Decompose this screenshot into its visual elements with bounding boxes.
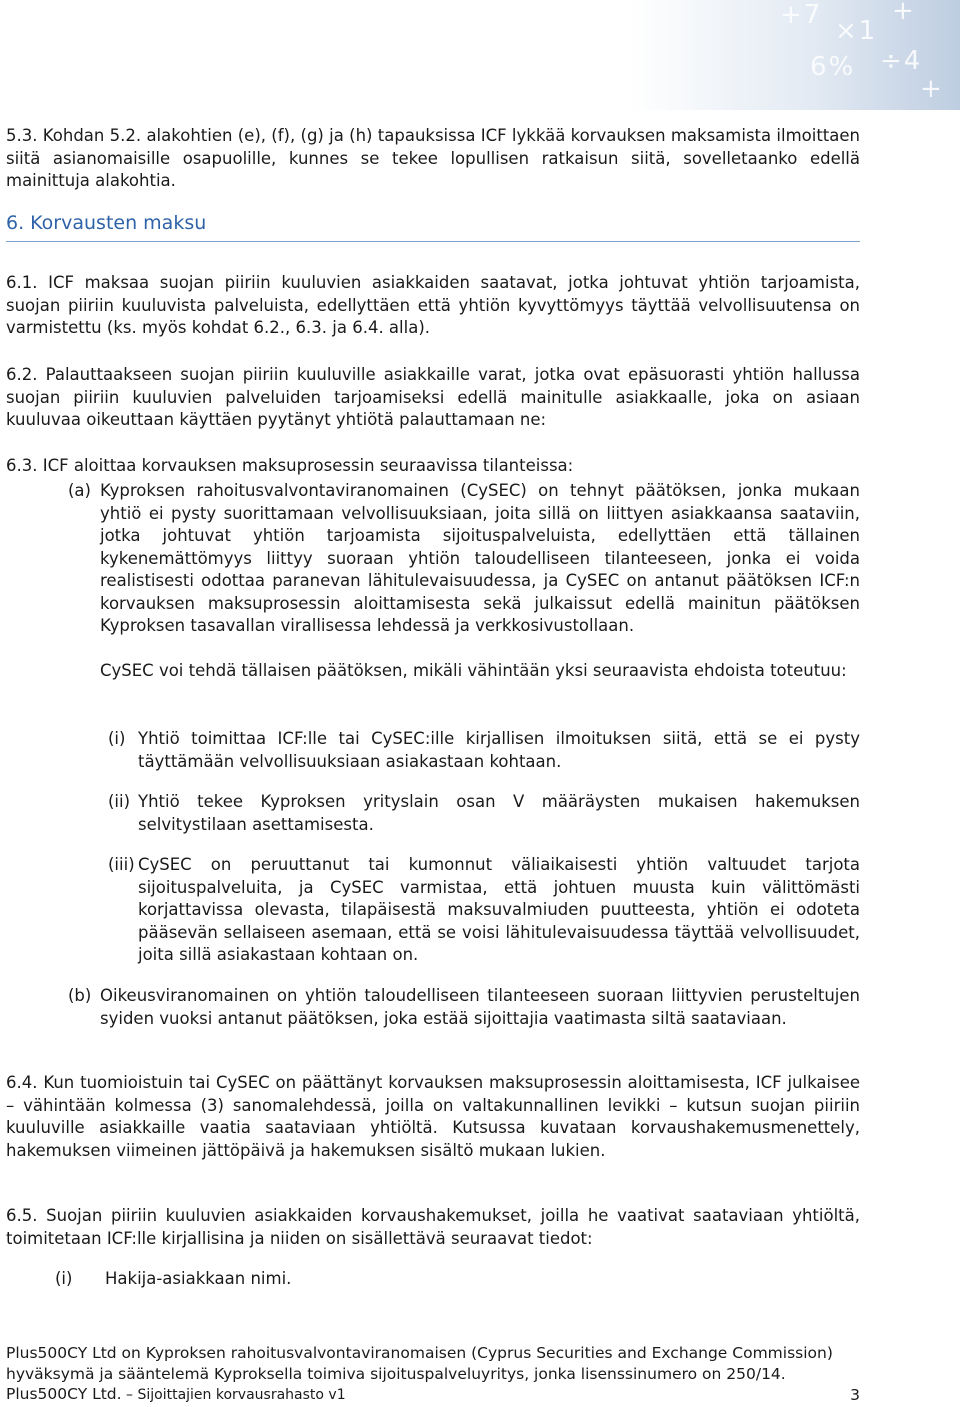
section-6-3: 6.3. ICF aloittaa korvauksen maksuprosessin seuraavissa tilanteissa: <box>6 456 574 475</box>
footer-line-2: hyväksymä ja sääntelemä Kyproksella toimiva sijoituspalveluyritys, jonka lisenssinumero on 250/14. <box>6 1365 786 1383</box>
item-65-i-text: Hakija-asiakkaan nimi. <box>105 1269 292 1288</box>
item-ii-text: Yhtiö tekee Kyproksen yrityslain osan V määräysten mukaisen hakemuksen selvitystilaan asettamisesta. <box>138 792 860 834</box>
item-iii-label: (iii) <box>108 855 135 874</box>
header-decoration: +7 ×1 + 6% ÷4 + <box>630 0 960 110</box>
footer-line-1: Plus500CY Ltd on Kyproksen rahoitusvalvontaviranomaisen (Cyprus Securities and Exchange Commission) <box>6 1344 833 1362</box>
item-i-label: (i) <box>108 729 126 748</box>
item-b-label: (b) <box>68 986 92 1005</box>
item-a-label: (a) <box>68 481 91 500</box>
footer-company: Plus500CY Ltd. <box>6 1385 122 1403</box>
section-6-5: 6.5. Suojan piiriin kuuluvien asiakkaiden korvaushakemukset, joilla he vaativat saataviaan yhtiöltä, toimitetaan ICF:lle kirjallisina ja niiden on sisällettävä seuraavat tiedot: <box>6 1206 860 1248</box>
section-6-1: 6.1. ICF maksaa suojan piiriin kuuluvien asiakkaiden saatavat, jotka johtuvat yhtiön tarjoamista, suojan piiriin kuuluvista palveluista, edellyttäen että yhtiön kyvyttömyys täyttää velvollisuutensa on varmistettu (ks. myös kohdat 6.2., 6.3. ja 6.4. alla). <box>6 273 860 337</box>
section-6-heading: 6. Korvausten maksu <box>6 212 860 242</box>
item-i-text: Yhtiö toimittaa ICF:lle tai CySEC:ille kirjallisen ilmoituksen siitä, että se ei pysty täyttämään velvollisuuksiaan asiakastaan kohtaan. <box>138 729 860 771</box>
section-6-4: 6.4. Kun tuomioistuin tai CySEC on päättänyt korvauksen maksuprosessin aloittamisesta, ICF julkaisee – vähintään kolmessa (3) sanomalehdessä, joilla on valtakunnallinen levikki – kutsun suojan piiriin kuuluville asiakkaille vaatia saataviaan yhtiöltä. Kutsussa kuvataan korvaushakemusmenettely, hakemuksen viimeinen jättöpäivä ja hakemuksen sisältö mukaan lukien. <box>6 1073 860 1160</box>
section-6-2: 6.2. Palauttaakseen suojan piiriin kuuluville asiakkaille varat, jotka ovat epäsuorasti yhtiön hallussa suojan piiriin kuuluvien palveluiden tarjoamiseksi edellä mainitulle asiakkaalle, joka on asiaan kuuluvaa oikeuttaan käyttäen pyytänyt yhtiötä palauttamaan ne: <box>6 365 860 429</box>
item-b-text: Oikeusviranomainen on yhtiön taloudelliseen tilanteeseen suoraan liittyvien perusteltujen syiden vuoksi antanut päätöksen, joka estää sijoittajia vaatimasta siltä saataviaan. <box>100 986 860 1028</box>
footer-doc-line <box>6 1384 706 1405</box>
section-5-3: 5.3. Kohdan 5.2. alakohtien (e), (f), (g) ja (h) tapauksissa ICF lykkää korvauksen maksamista ilmoittaen siitä asianomaisille osapuolille, kunnes se tekee lopullisen ratkaisun siitä, sovelletaanko edellä mainittuja alakohtia. <box>6 126 860 190</box>
cysec-intro: CySEC voi tehdä tällaisen päätöksen, mikäli vähintään yksi seuraavista ehdoista toteutuu: <box>100 661 847 680</box>
footer-doc-title: – Sijoittajien korvausrahasto v1 <box>121 1387 346 1403</box>
item-a-text: Kyproksen rahoitusvalvontaviranomainen (CySEC) on tehnyt päätöksen, jonka mukaan yhtiö ei pysty suorittamaan velvollisuuksiaan, joita sillä on liittyen asiakkaansa saataviin, jotka johtuvat yhtiön tarjoamista sijoituspalveluista, edellyttäen että tällainen kykenemättömyys liittyy suoraan yhtiön taloudelliseen tilanteeseen, jonka ei voida realistisesti odottaa paranevan lähitulevaisuudessa, ja CySEC on antanut päätöksen ICF:n korvauksen maksuprosessin aloittamisesta sekä julkaissut edellä mainitun päätöksen Kyproksen tasavallan virallisessa lehdessä ja verkkosivustollaan. <box>100 481 860 635</box>
item-ii-label: (ii) <box>108 792 131 811</box>
item-iii-text: CySEC on peruuttanut tai kumonnut väliaikaisesti yhtiön valtuudet tarjota sijoituspalveluita, ja CySEC varmistaa, että johtuen muusta kuin välittömästi korjattavissa olevasta, tilapäisestä maksuvalmiuden puutteesta, yhtiön ei odoteta pääsevän sellaiseen asemaan, että se voisi lähitulevaisuudessa täyttää velvollisuudet, joita sillä asiakastaan kohtaan on. <box>138 855 860 964</box>
item-65-i-label: (i) <box>55 1269 73 1288</box>
page-number: 3 <box>850 1386 860 1404</box>
